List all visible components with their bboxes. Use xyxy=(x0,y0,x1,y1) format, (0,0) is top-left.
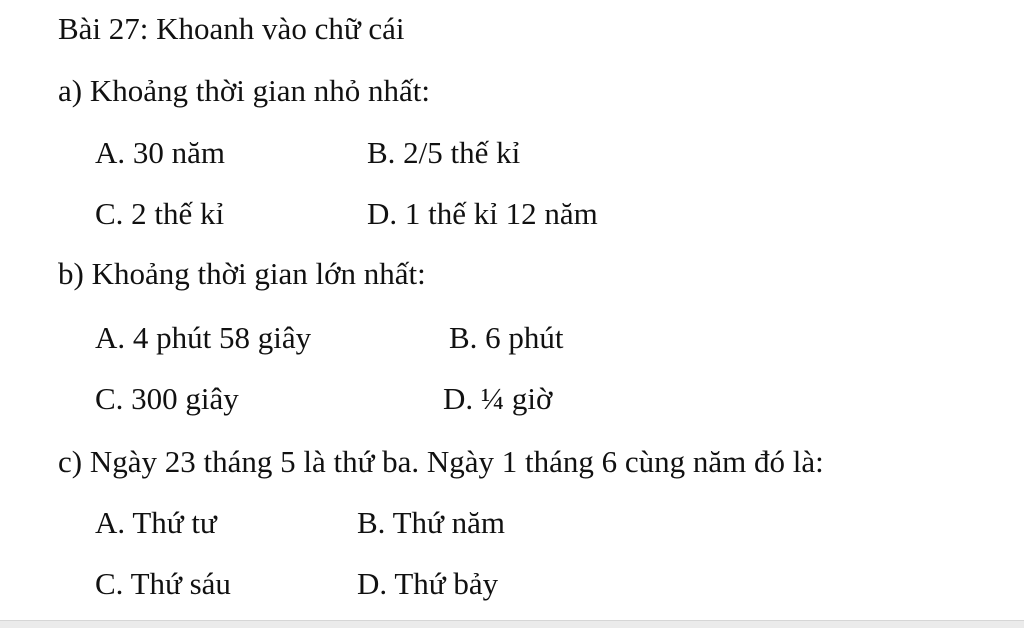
question-c-prompt: c) Ngày 23 tháng 5 là thứ ba. Ngày 1 tháng 6 cùng năm đó là: xyxy=(58,444,824,479)
question-a-option-d: D. 1 thế kỉ 12 năm xyxy=(367,196,598,231)
question-b-option-c: C. 300 giây xyxy=(95,381,239,416)
question-a-option-b: B. 2/5 thế kỉ xyxy=(367,135,521,170)
exercise-title: Bài 27: Khoanh vào chữ cái xyxy=(58,11,405,46)
question-a-prompt: a) Khoảng thời gian nhỏ nhất: xyxy=(58,73,430,108)
question-c-option-a: A. Thứ tư xyxy=(95,505,217,540)
question-c-option-c: C. Thứ sáu xyxy=(95,566,231,601)
question-c-option-d: D. Thứ bảy xyxy=(357,566,499,601)
question-a-option-a: A. 30 năm xyxy=(95,135,226,170)
question-b-option-d: D. ¼ giờ xyxy=(443,381,553,416)
question-a-option-c: C. 2 thế kỉ xyxy=(95,196,225,231)
question-b-option-b: B. 6 phút xyxy=(449,320,564,355)
question-b-option-a: A. 4 phút 58 giây xyxy=(95,320,312,355)
question-b-prompt: b) Khoảng thời gian lớn nhất: xyxy=(58,256,426,291)
question-c-option-b: B. Thứ năm xyxy=(357,505,505,540)
